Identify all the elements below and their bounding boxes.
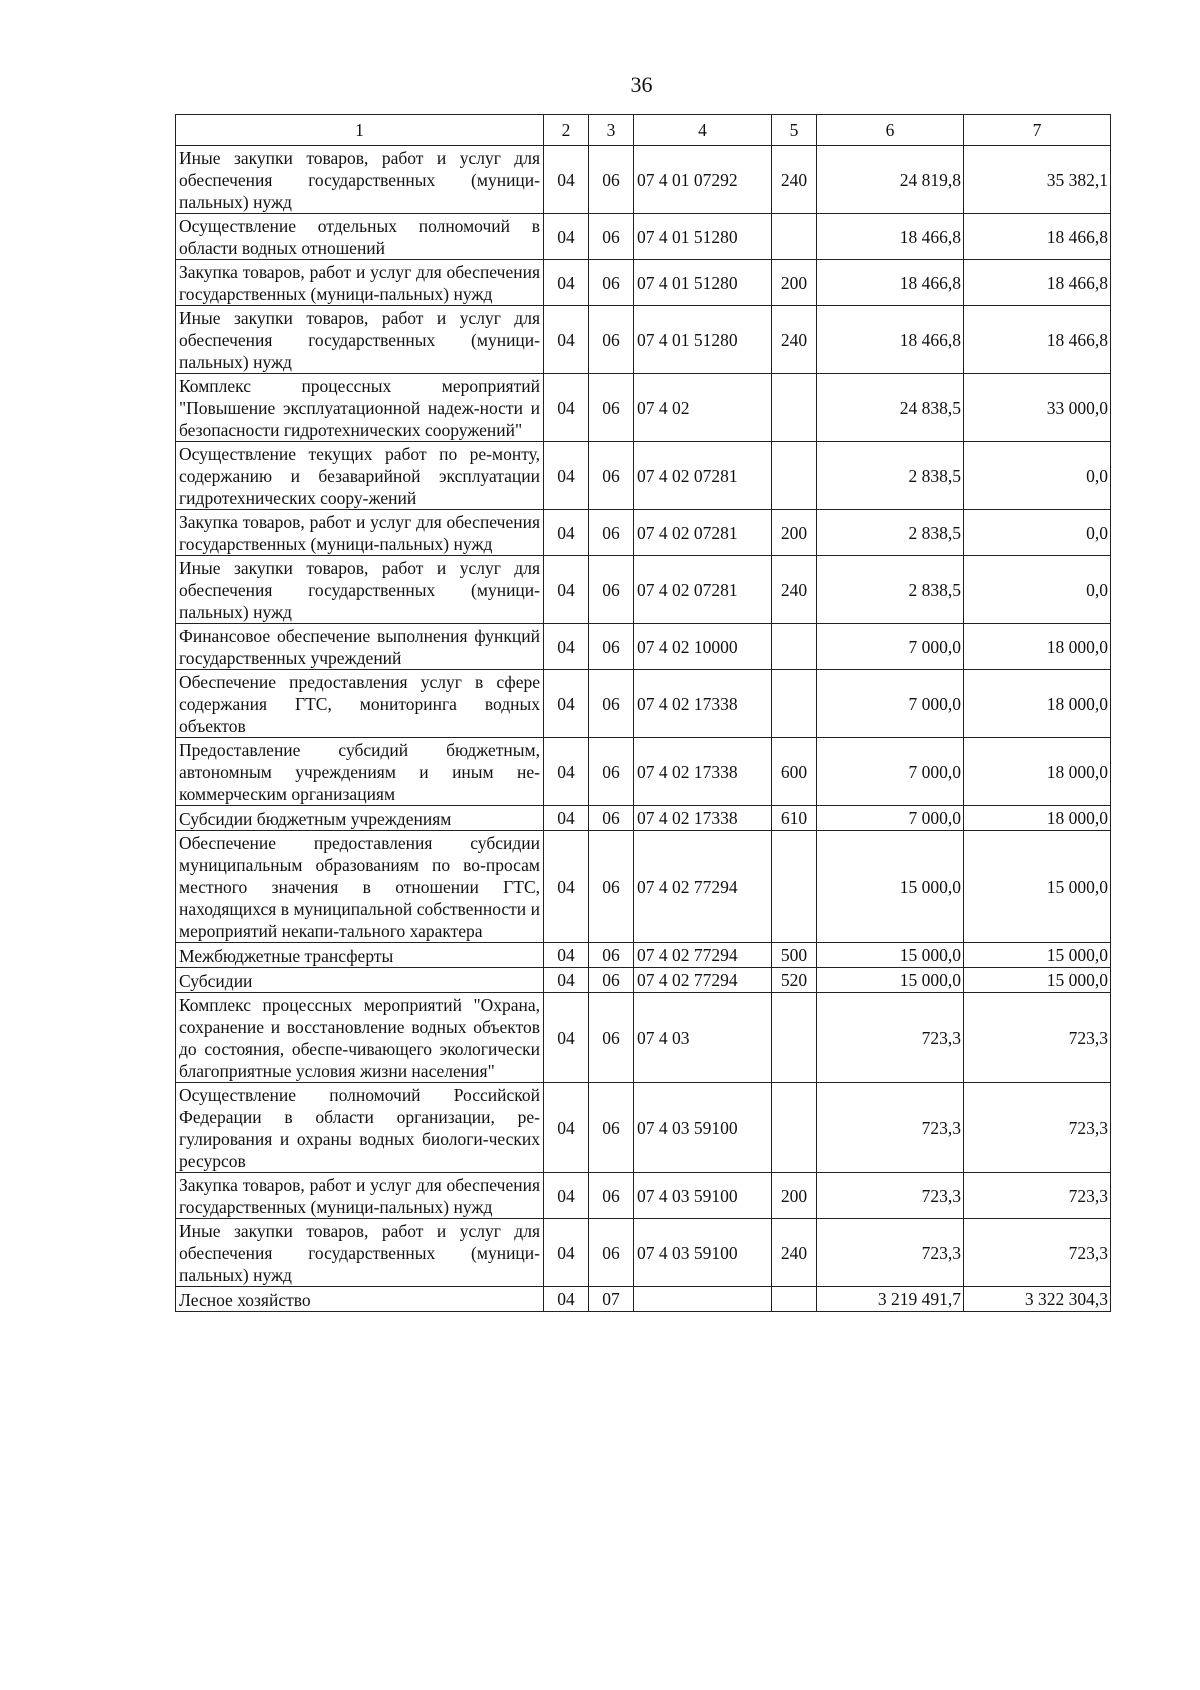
expense-type-cell (772, 670, 817, 738)
row-name-cell: Закупка товаров, работ и услуг для обеспечения государственных (муници-пальных) нужд (176, 1173, 544, 1219)
table-row (176, 1219, 1111, 1287)
amount-year1-cell: 7 000,0 (817, 738, 964, 806)
amount-year1-cell: 7 000,0 (817, 624, 964, 670)
expense-type-cell: 240 (772, 146, 817, 214)
expense-type-cell: 500 (772, 943, 817, 968)
row-name-cell: Комплекс процессных мероприятий "Повышение эксплуатационной надеж-ности и безопасности гидротехнических сооружений" (176, 374, 544, 442)
table-row (176, 1083, 1111, 1173)
expense-type-cell: 240 (772, 556, 817, 624)
target-code-cell: 07 4 02 77294 (634, 968, 772, 993)
subsection-cell: 06 (589, 214, 634, 260)
amount-year1-cell: 18 466,8 (817, 214, 964, 260)
expense-type-cell: 600 (772, 738, 817, 806)
expense-type-cell: 610 (772, 806, 817, 831)
section-cell: 04 (544, 556, 589, 624)
subsection-cell: 06 (589, 831, 634, 943)
subsection-cell: 06 (589, 624, 634, 670)
amount-year2-cell: 18 466,8 (964, 214, 1111, 260)
column-header: 7 (964, 115, 1111, 146)
expense-type-cell (772, 214, 817, 260)
section-cell: 04 (544, 738, 589, 806)
section-cell: 04 (544, 1219, 589, 1287)
target-code-cell: 07 4 02 77294 (634, 831, 772, 943)
amount-year2-cell: 18 466,8 (964, 260, 1111, 306)
section-cell: 04 (544, 624, 589, 670)
target-code-cell: 07 4 02 10000 (634, 624, 772, 670)
target-code-cell: 07 4 03 (634, 993, 772, 1083)
amount-year2-cell: 18 000,0 (964, 738, 1111, 806)
expense-type-cell: 240 (772, 306, 817, 374)
amount-year2-cell: 723,3 (964, 1173, 1111, 1219)
section-cell: 04 (544, 510, 589, 556)
section-cell: 04 (544, 1287, 589, 1312)
amount-year1-cell: 18 466,8 (817, 260, 964, 306)
amount-year2-cell: 723,3 (964, 1219, 1111, 1287)
row-name-cell: Иные закупки товаров, работ и услуг для обеспечения государственных (муници-пальных) нужд (176, 306, 544, 374)
section-cell: 04 (544, 214, 589, 260)
amount-year1-cell: 723,3 (817, 1219, 964, 1287)
table-row (176, 624, 1111, 670)
row-name-cell: Лесное хозяйство (176, 1287, 544, 1312)
target-code-cell: 07 4 02 07281 (634, 556, 772, 624)
section-cell: 04 (544, 831, 589, 943)
target-code-cell: 07 4 01 51280 (634, 306, 772, 374)
amount-year1-cell: 723,3 (817, 1173, 964, 1219)
amount-year2-cell: 18 000,0 (964, 624, 1111, 670)
column-header: 1 (176, 115, 544, 146)
target-code-cell: 07 4 02 77294 (634, 943, 772, 968)
amount-year2-cell: 35 382,1 (964, 146, 1111, 214)
table-row (176, 510, 1111, 556)
amount-year1-cell: 18 466,8 (817, 306, 964, 374)
section-cell: 04 (544, 670, 589, 738)
target-code-cell: 07 4 01 51280 (634, 260, 772, 306)
row-name-cell: Иные закупки товаров, работ и услуг для обеспечения государственных (муници-пальных) нужд (176, 146, 544, 214)
subsection-cell: 06 (589, 806, 634, 831)
expense-type-cell: 240 (772, 1219, 817, 1287)
table-row (176, 968, 1111, 993)
expense-type-cell: 520 (772, 968, 817, 993)
expense-type-cell: 200 (772, 510, 817, 556)
subsection-cell: 06 (589, 510, 634, 556)
row-name-cell: Осуществление текущих работ по ре-монту, содержанию и безаварийной эксплуатации гидротехнических соору-жений (176, 442, 544, 510)
section-cell: 04 (544, 968, 589, 993)
row-name-cell: Субсидии бюджетным учреждениям (176, 806, 544, 831)
table-row (176, 738, 1111, 806)
expense-type-cell (772, 624, 817, 670)
amount-year2-cell: 0,0 (964, 556, 1111, 624)
subsection-cell: 06 (589, 1219, 634, 1287)
subsection-cell: 06 (589, 1173, 634, 1219)
row-name-cell: Финансовое обеспечение выполнения функций государственных учреждений (176, 624, 544, 670)
amount-year2-cell: 15 000,0 (964, 831, 1111, 943)
target-code-cell: 07 4 02 07281 (634, 510, 772, 556)
column-header: 4 (634, 115, 772, 146)
section-cell: 04 (544, 260, 589, 306)
subsection-cell: 06 (589, 556, 634, 624)
row-name-cell: Обеспечение предоставления субсидии муниципальным образованиям по во-просам местного значения в отношении ГТС, находящихся в муниципальной собственности и мероприятий некапи-тального характера (176, 831, 544, 943)
section-cell: 04 (544, 306, 589, 374)
target-code-cell: 07 4 03 59100 (634, 1083, 772, 1173)
amount-year1-cell: 2 838,5 (817, 510, 964, 556)
amount-year1-cell: 2 838,5 (817, 442, 964, 510)
subsection-cell: 06 (589, 943, 634, 968)
target-code-cell: 07 4 01 51280 (634, 214, 772, 260)
row-name-cell: Закупка товаров, работ и услуг для обеспечения государственных (муници-пальных) нужд (176, 510, 544, 556)
budget-table (175, 114, 1111, 1312)
subsection-cell: 07 (589, 1287, 634, 1312)
amount-year1-cell: 2 838,5 (817, 556, 964, 624)
subsection-cell: 06 (589, 738, 634, 806)
table-row (176, 943, 1111, 968)
section-cell: 04 (544, 1083, 589, 1173)
row-name-cell: Комплекс процессных мероприятий "Охрана, сохранение и восстановление водных объектов до состояния, обеспе-чивающего экологически благоприятные условия жизни населения" (176, 993, 544, 1083)
amount-year2-cell: 18 000,0 (964, 670, 1111, 738)
amount-year1-cell: 723,3 (817, 993, 964, 1083)
target-code-cell: 07 4 02 (634, 374, 772, 442)
table-row (176, 306, 1111, 374)
section-cell: 04 (544, 943, 589, 968)
section-cell: 04 (544, 442, 589, 510)
row-name-cell: Межбюджетные трансферты (176, 943, 544, 968)
amount-year2-cell: 3 322 304,3 (964, 1287, 1111, 1312)
amount-year2-cell: 18 466,8 (964, 306, 1111, 374)
table-row (176, 806, 1111, 831)
target-code-cell: 07 4 02 07281 (634, 442, 772, 510)
amount-year1-cell: 15 000,0 (817, 943, 964, 968)
row-name-cell: Закупка товаров, работ и услуг для обеспечения государственных (муници-пальных) нужд (176, 260, 544, 306)
target-code-cell (634, 1287, 772, 1312)
section-cell: 04 (544, 806, 589, 831)
column-header: 2 (544, 115, 589, 146)
table-row (176, 214, 1111, 260)
section-cell: 04 (544, 146, 589, 214)
amount-year2-cell: 15 000,0 (964, 943, 1111, 968)
expense-type-cell: 200 (772, 260, 817, 306)
amount-year1-cell: 15 000,0 (817, 831, 964, 943)
subsection-cell: 06 (589, 306, 634, 374)
table-row (176, 1287, 1111, 1312)
section-cell: 04 (544, 993, 589, 1083)
amount-year2-cell: 0,0 (964, 442, 1111, 510)
table-row (176, 374, 1111, 442)
expense-type-cell (772, 1287, 817, 1312)
amount-year1-cell: 7 000,0 (817, 670, 964, 738)
amount-year1-cell: 723,3 (817, 1083, 964, 1173)
column-header: 5 (772, 115, 817, 146)
table-row (176, 670, 1111, 738)
subsection-cell: 06 (589, 260, 634, 306)
subsection-cell: 06 (589, 146, 634, 214)
amount-year1-cell: 24 819,8 (817, 146, 964, 214)
amount-year1-cell: 15 000,0 (817, 968, 964, 993)
section-cell: 04 (544, 1173, 589, 1219)
section-cell: 04 (544, 374, 589, 442)
expense-type-cell (772, 442, 817, 510)
expense-type-cell: 200 (772, 1173, 817, 1219)
amount-year1-cell: 3 219 491,7 (817, 1287, 964, 1312)
table-row (176, 831, 1111, 943)
subsection-cell: 06 (589, 670, 634, 738)
expense-type-cell (772, 831, 817, 943)
subsection-cell: 06 (589, 1083, 634, 1173)
amount-year2-cell: 0,0 (964, 510, 1111, 556)
subsection-cell: 06 (589, 374, 634, 442)
table-row (176, 146, 1111, 214)
header-row (176, 115, 1111, 146)
table-row (176, 556, 1111, 624)
target-code-cell: 07 4 02 17338 (634, 670, 772, 738)
table-row (176, 260, 1111, 306)
amount-year1-cell: 24 838,5 (817, 374, 964, 442)
subsection-cell: 06 (589, 968, 634, 993)
target-code-cell: 07 4 01 07292 (634, 146, 772, 214)
expense-type-cell (772, 993, 817, 1083)
amount-year2-cell: 33 000,0 (964, 374, 1111, 442)
amount-year1-cell: 7 000,0 (817, 806, 964, 831)
row-name-cell: Осуществление полномочий Российской Федерации в области организации, ре-гулирования и охраны водных биологи-ческих ресурсов (176, 1083, 544, 1173)
table-body (176, 146, 1111, 1312)
target-code-cell: 07 4 03 59100 (634, 1173, 772, 1219)
row-name-cell: Осуществление отдельных полномочий в области водных отношений (176, 214, 544, 260)
target-code-cell: 07 4 03 59100 (634, 1219, 772, 1287)
table-row (176, 993, 1111, 1083)
row-name-cell: Обеспечение предоставления услуг в сфере содержания ГТС, мониторинга водных объектов (176, 670, 544, 738)
amount-year2-cell: 18 000,0 (964, 806, 1111, 831)
expense-type-cell (772, 1083, 817, 1173)
row-name-cell: Субсидии (176, 968, 544, 993)
subsection-cell: 06 (589, 442, 634, 510)
row-name-cell: Иные закупки товаров, работ и услуг для обеспечения государственных (муници-пальных) нужд (176, 556, 544, 624)
table-row (176, 1173, 1111, 1219)
column-header: 3 (589, 115, 634, 146)
table-row (176, 442, 1111, 510)
row-name-cell: Иные закупки товаров, работ и услуг для обеспечения государственных (муници-пальных) нужд (176, 1219, 544, 1287)
target-code-cell: 07 4 02 17338 (634, 738, 772, 806)
subsection-cell: 06 (589, 993, 634, 1083)
row-name-cell: Предоставление субсидий бюджетным, автономным учреждениям и иным не-коммерческим организациям (176, 738, 544, 806)
expense-type-cell (772, 374, 817, 442)
target-code-cell: 07 4 02 17338 (634, 806, 772, 831)
amount-year2-cell: 723,3 (964, 1083, 1111, 1173)
amount-year2-cell: 723,3 (964, 993, 1111, 1083)
amount-year2-cell: 15 000,0 (964, 968, 1111, 993)
column-header: 6 (817, 115, 964, 146)
page-number: 36 (630, 72, 653, 97)
